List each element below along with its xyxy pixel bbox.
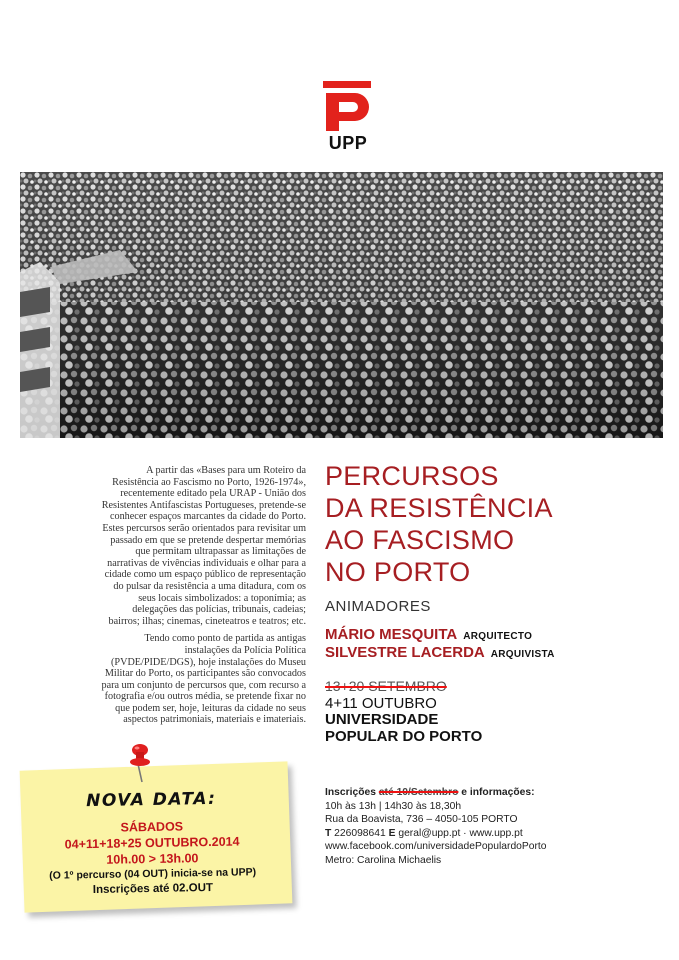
address: Rua da Boavista, 736 – 4050-105 PORTO (325, 814, 518, 826)
registration-info (325, 786, 547, 868)
animador-role: ARQUIVISTA (490, 649, 555, 660)
note-hours: 10h.00 > 13h.00 (106, 851, 199, 867)
title-line-4: NO PORTO (325, 557, 471, 587)
venue (325, 711, 482, 745)
animador-name: MÁRIO MESQUITA (325, 626, 458, 643)
email-web[interactable]: geral@upp.pt · www.upp.pt (398, 827, 523, 839)
contacts (325, 827, 547, 841)
note-title: NOVA DATA: (86, 788, 217, 812)
opening-hours: 10h às 13h | 14h30 às 18,30h (325, 800, 462, 812)
crowd-photo-image (20, 172, 663, 438)
crowd-photo (20, 172, 663, 438)
old-date-struck: 13+20 SETEMBRO (325, 681, 447, 692)
venue-line-1: UNIVERSIDADE (325, 711, 439, 728)
animador-name: SILVESTRE LACERDA (325, 644, 485, 661)
note-registration: Inscrições até 02.OUT (92, 881, 214, 897)
metro: Metro: Carolina Michaelis (325, 854, 442, 866)
note-dates: 04+11+18+25 OUTUBRO.2014 (64, 834, 240, 852)
title-line-2: DA RESISTÊNCIA (325, 493, 553, 523)
animador-role: ARQUITECTO (463, 631, 533, 642)
push-pin-icon (127, 742, 153, 784)
animadores-heading: ANIMADORES (325, 598, 431, 615)
intro-paragraph-1: A partir das «Bases para um Roteiro da Resistência ao Fascismo no Porto, 1926-1974», recentemente editado pela URAP - União dos Resistentes Antifascistas Portugueses, pretende-se conhecer espaços marcantes da cidade do Porto. Estes percursos serão orientados para revisitar um passado em que se pretende despertar memórias que permitam ultrapassar as limitações de narrativas de vivências individuais e olhar para a cidade como um espaço público de representação do pulsar da resistência a uma ditadura, com os seus locais simbolizados: a toponímia; as delegações das polícias, tribunais, cadeias; bairros; ilhas; cinemas, cineteatros e teatros; etc. (101, 465, 306, 627)
upp-logo-mark-icon (323, 81, 373, 131)
intro-paragraph-2: Tendo como ponto de partida as antigas instalações da Polícia Política (PVDE/PIDE/DGS), hoje instalações do Museu Militar do Porto, os participantes são convocados para um conjunto de percursos que, com recurso a fotografia e/ou outros média, se pretende fixar no que podem ser, hoje, leituras da cidade no seus aspectos patrimoniais, materiais e imateriais. (101, 633, 306, 726)
registration-old-deadline: até 10/Setembro (378, 787, 459, 798)
logo-text: UPP (328, 133, 368, 153)
note-days: SÁBADOS (120, 819, 184, 835)
note-first-route: (O 1º percurso (04 OUT) inicia-se na UPP) (49, 866, 257, 882)
upp-logo (323, 81, 373, 153)
registration-prefix: Inscrições (325, 787, 376, 798)
new-date: 4+11 OUTUBRO (325, 695, 437, 712)
event-title (325, 460, 665, 588)
registration-suffix: e informações: (461, 787, 535, 798)
intro-text (100, 465, 306, 732)
facebook-link[interactable]: www.facebook.com/universidadePopulardoPorto (325, 841, 547, 853)
title-line-3: AO FASCISMO (325, 525, 515, 555)
sticky-note-content (23, 776, 281, 897)
venue-line-2: POPULAR DO PORTO (325, 728, 483, 745)
animador-2 (325, 644, 555, 661)
animador-1 (325, 626, 532, 643)
email-label: E (388, 827, 396, 839)
phone: 226098641 (334, 827, 386, 839)
title-line-1: PERCURSOS (325, 461, 499, 491)
registration-heading (325, 786, 547, 800)
phone-label: T (325, 827, 332, 839)
